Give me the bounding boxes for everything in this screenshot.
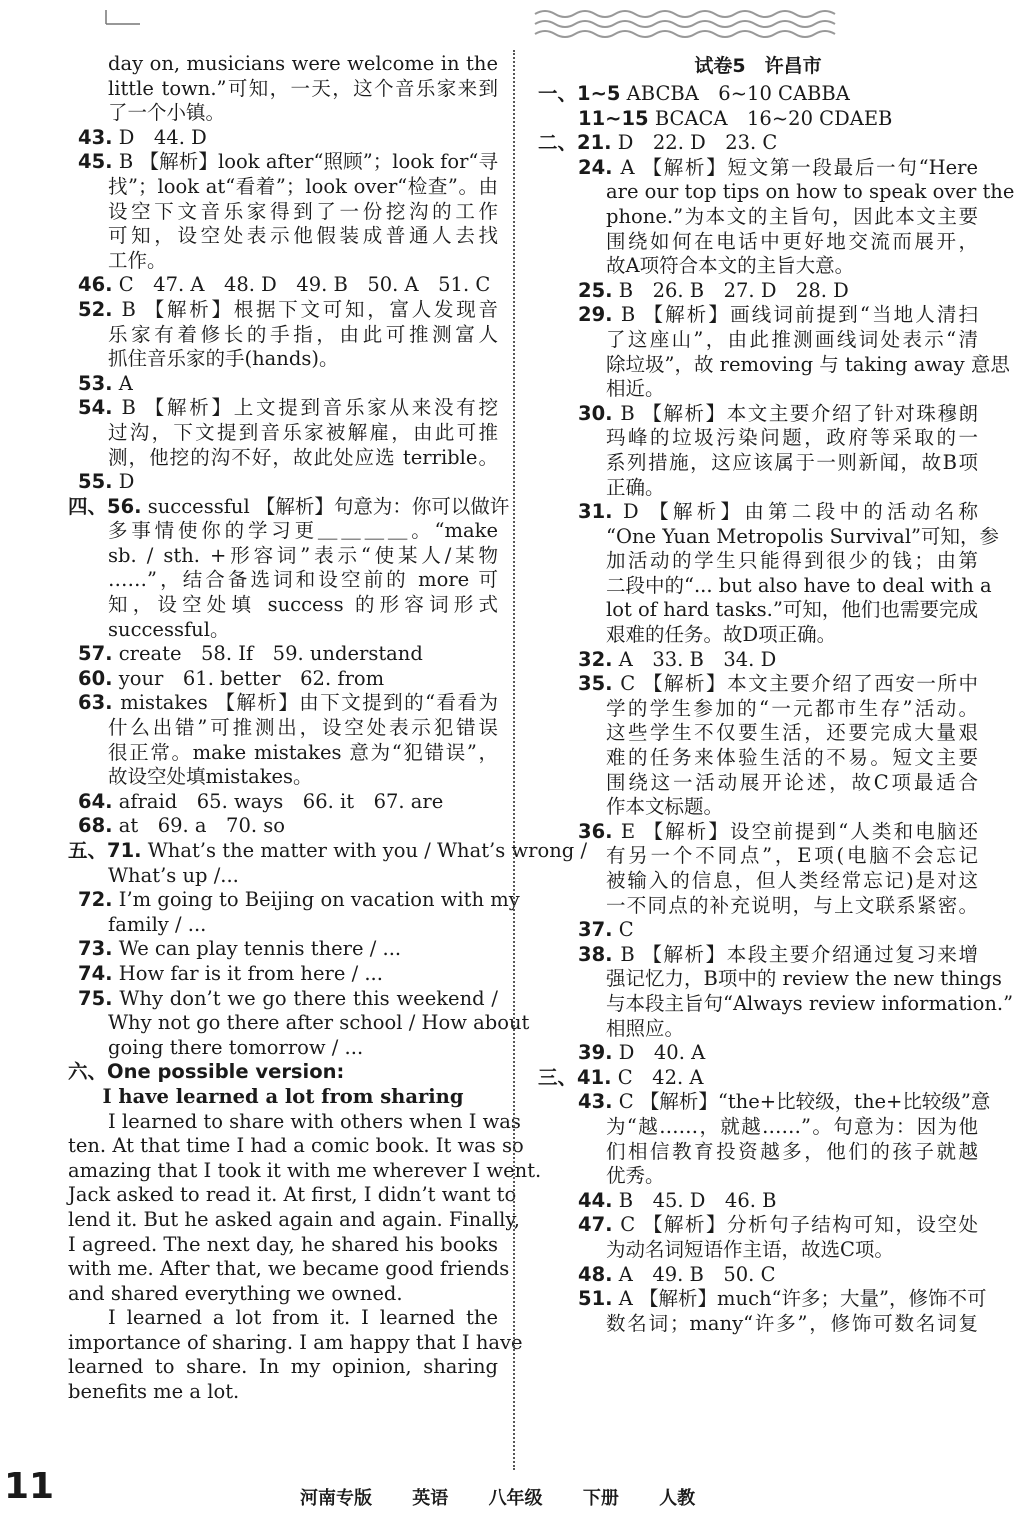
right-column-line: 玛峰的垃圾污染问题，政府等采取的一 bbox=[606, 426, 978, 450]
right-column-line: 了这座山”，由此推测画线词处表示“清 bbox=[606, 327, 978, 351]
left-column-line: 43. D 44. D bbox=[78, 125, 207, 149]
left-column-line: I learned a lot from it. I learned the bbox=[108, 1306, 498, 1330]
left-column-line: Jack asked to read it. At first, I didn’t want to bbox=[68, 1183, 517, 1207]
right-column-line: 相照应。 bbox=[606, 1016, 685, 1040]
right-column-line: 作本文标题。 bbox=[606, 795, 724, 819]
left-column-line: 多事情使你的学习更＿＿＿＿。“make bbox=[108, 519, 498, 543]
left-column-line: 了一个小镇。 bbox=[108, 101, 226, 125]
right-column-line: 围绕如何在电话中更好地交流而展开， bbox=[606, 229, 978, 253]
left-column-line: 故设空处填mistakes。 bbox=[108, 765, 313, 789]
left-column-line: benefits me a lot. bbox=[68, 1380, 240, 1404]
left-column-line: 54. B 【解析】上文提到音乐家从来没有挖 bbox=[78, 396, 498, 420]
left-column-line: sb. / sth. +形容词”表示“使某人/某物 bbox=[108, 543, 498, 567]
left-column-line: 设空下文音乐家得到了一份挖沟的工作 bbox=[108, 199, 498, 223]
left-column-line: day on, musicians were welcome in the bbox=[108, 52, 498, 75]
right-column-line: phone.”为本文的主旨句，因此本文主要 bbox=[606, 204, 978, 228]
left-column-line: 52. B 【解析】根据下文可知，富人发现音 bbox=[78, 297, 498, 321]
left-column-line: family / ... bbox=[108, 912, 207, 936]
right-column-line: 与本段主旨句“Always review information.” bbox=[606, 991, 1014, 1015]
footer-publisher: 人教 bbox=[659, 1488, 696, 1509]
right-column-line: lot of hard tasks.”可知，他们也需要完成 bbox=[606, 598, 978, 622]
right-column-line: 25. B 26. B 27. D 28. D bbox=[578, 278, 849, 302]
right-column-line: 31. D 【解析】由第二段中的活动名称 bbox=[578, 500, 978, 524]
left-column-line: 74. How far is it from here / ... bbox=[78, 961, 383, 985]
right-column-line: 强记忆力，B项中的 review the new things bbox=[606, 967, 1002, 991]
left-column-line: 57. create 58. If 59. understand bbox=[78, 642, 423, 666]
right-column-line: 这些学生不仅要生活，还要完成大量艰 bbox=[606, 721, 978, 745]
left-column-line: I learned to share with others when I was bbox=[108, 1109, 521, 1133]
right-column-line: 43. C 【解析】“the+比较级，the+比较级”意 bbox=[578, 1090, 991, 1114]
left-column-line: 过沟，下文提到音乐家被解雇，由此可推 bbox=[108, 420, 498, 444]
right-column bbox=[538, 52, 1014, 1336]
left-column-line: 五、71. What’s the matter with you / What’s wrong / bbox=[68, 839, 588, 862]
left-column-line: 64. afraid 65. ways 66. it 67. are bbox=[78, 789, 444, 813]
right-column-line: 故A项符合本文的主旨大意。 bbox=[606, 254, 855, 278]
left-column-line: amazing that I took it with me wherever I went. bbox=[68, 1158, 542, 1182]
right-column-line: 一不同点的补充说明，与上文联系紧密。 bbox=[606, 893, 978, 917]
right-column-line: 29. B 【解析】画线词前提到“当地人清扫 bbox=[578, 303, 978, 327]
right-column-line: 51. A 【解析】much“许多；大量”，修饰不可 bbox=[578, 1287, 987, 1311]
left-column-line: 乐家有着修长的手指，由此可推测富人 bbox=[108, 322, 498, 346]
right-column-line: 一、1~5 ABCBA 6~10 CABBA bbox=[538, 82, 850, 105]
footer bbox=[300, 1484, 719, 1510]
right-column-lines bbox=[538, 82, 1014, 1336]
left-column-line: Why not go there after school / How about bbox=[108, 1011, 530, 1035]
right-column-line: 为“越……，就越……”。句意为：因为他 bbox=[606, 1114, 978, 1138]
right-column-line: 三、41. C 42. A bbox=[538, 1065, 704, 1089]
right-column-line: 们相信教育投资越多，他们的孩子就越 bbox=[606, 1139, 978, 1163]
right-column-line: 24. A 【解析】短文第一段最后一句“Here bbox=[578, 155, 978, 179]
right-column-line: 37. C bbox=[578, 918, 634, 942]
left-column-line: What’s up /... bbox=[108, 863, 239, 887]
left-column-line: I agreed. The next day, he shared his books bbox=[68, 1232, 498, 1256]
right-column-line: 被输入的信息，但人类经常忘记)是对这 bbox=[606, 869, 978, 892]
right-column-line: 32. A 33. B 34. D bbox=[578, 647, 777, 671]
right-column-line: 38. B 【解析】本段主要介绍通过复习来增 bbox=[578, 942, 978, 966]
right-column-line: 正确。 bbox=[606, 475, 665, 499]
paper-title: 试卷5 许昌市 bbox=[694, 55, 822, 77]
right-column-line: 47. C 【解析】分析句子结构可知，设空处 bbox=[578, 1213, 978, 1237]
left-column-line: going there tomorrow / ... bbox=[108, 1035, 364, 1059]
left-column-line: 63. mistakes 【解析】由下文提到的“看看为 bbox=[78, 691, 498, 715]
left-column-line: 什么出错”可推测出，设空处表示犯错误 bbox=[108, 716, 498, 740]
right-column-line: 优秀。 bbox=[606, 1164, 665, 1188]
left-column-line: importance of sharing. I am happy that I have bbox=[68, 1330, 523, 1354]
right-column-line: 44. B 45. D 46. B bbox=[578, 1188, 777, 1212]
left-column-line: 53. A bbox=[78, 371, 133, 395]
right-column-line: 30. B 【解析】本文主要介绍了针对珠穆朗 bbox=[578, 401, 978, 425]
left-column-line: little town.”可知，一天，这个音乐家来到 bbox=[108, 76, 498, 100]
right-column-line: 为动名词短语作主语，故选C项。 bbox=[606, 1237, 894, 1261]
left-column-line: 四、56. successful 【解析】句意为：你可以做许 bbox=[68, 494, 510, 518]
footer-grade: 八年级 bbox=[488, 1488, 543, 1509]
right-column-line: 难的任务来体验生活的不易。短文主要 bbox=[606, 746, 978, 770]
left-column-line: 知，设空处填 success 的形容词形式 bbox=[108, 593, 498, 617]
right-column-line: 36. E 【解析】设空前提到“人类和电脑还 bbox=[578, 819, 978, 843]
right-column-line: 39. D 40. A bbox=[578, 1041, 706, 1065]
left-column-line: ……”，结合备选词和设空前的 more 可 bbox=[108, 568, 498, 592]
left-column-line: 75. Why don’t we go there this weekend / bbox=[78, 986, 498, 1010]
left-column-line: 45. B 【解析】look after“照顾”；look for“寻 bbox=[78, 150, 498, 174]
right-column-line: 数名词；many“许多”，修饰可数名词复 bbox=[606, 1311, 978, 1335]
footer-subject: 英语 bbox=[412, 1488, 449, 1509]
left-column-line: 工作。 bbox=[108, 248, 167, 272]
right-column-line: 加活动的学生只能得到很少的钱；由第 bbox=[606, 549, 978, 573]
right-column-line: 除垃圾”，故 removing 与 taking away 意思 bbox=[606, 352, 1010, 376]
right-column-line: 二、21. D 22. D 23. C bbox=[538, 131, 778, 155]
left-column-line: 测，他挖的沟不好，故此处应选 terrible。 bbox=[108, 445, 498, 469]
right-column-line: 学的学生参加的“一元都市生存”活动。 bbox=[606, 696, 978, 720]
right-column-line: 围绕这一活动展开论述，故C项最适合 bbox=[606, 770, 978, 794]
left-column-line: 六、One possible version: bbox=[68, 1060, 345, 1084]
footer-edition: 河南专版 bbox=[300, 1488, 372, 1509]
right-column-line: 二段中的“... but also have to deal with a bbox=[606, 573, 992, 597]
left-column-line: 找”；look at“看着”；look over“检查”。由 bbox=[108, 174, 498, 198]
left-column-line: lend it. But he asked again and again. Finally, bbox=[68, 1207, 520, 1231]
column-divider bbox=[513, 50, 515, 1470]
right-column-line: 48. A 49. B 50. C bbox=[578, 1262, 776, 1286]
wavy-header-decoration-icon bbox=[535, 4, 855, 40]
right-column-line: 系列措施，这应该属于一则新闻，故B项 bbox=[606, 450, 978, 474]
footer-volume: 下册 bbox=[582, 1488, 619, 1509]
left-column-line: 抓住音乐家的手(hands)。 bbox=[108, 347, 339, 371]
right-column-line: 艰难的任务。故D项正确。 bbox=[606, 623, 837, 647]
corner-mark-icon bbox=[104, 8, 144, 28]
page-number: 11 bbox=[4, 1466, 55, 1507]
left-column-line: 68. at 69. a 70. so bbox=[78, 814, 286, 838]
right-column-line: 相近。 bbox=[606, 377, 665, 401]
left-column-line: learned to share. In my opinion, sharing bbox=[68, 1355, 498, 1379]
left-column-line: successful。 bbox=[108, 617, 230, 641]
left-column-line: 55. D bbox=[78, 470, 135, 494]
left-column-line: 60. your 61. better 62. from bbox=[78, 666, 385, 690]
left-column-line: 很正常。make mistakes 意为“犯错误”， bbox=[108, 740, 498, 764]
left-column-line: 72. I’m going to Beijing on vacation with my bbox=[78, 888, 520, 912]
left-column bbox=[68, 52, 588, 1405]
left-column-line: I have learned a lot from sharing bbox=[102, 1084, 464, 1108]
left-column-line: 可知，设空处表示他假装成普通人去找 bbox=[108, 224, 498, 248]
left-column-line: 73. We can play tennis there / ... bbox=[78, 937, 402, 961]
left-column-line: and shared everything we owned. bbox=[68, 1281, 403, 1305]
right-column-line: are our top tips on how to speak over the bbox=[606, 180, 1014, 204]
right-column-line: 35. C 【解析】本文主要介绍了西安一所中 bbox=[578, 672, 978, 696]
right-column-line: “One Yuan Metropolis Survival”可知，参 bbox=[606, 524, 1000, 548]
left-column-line: with me. After that, we became good friends bbox=[68, 1257, 510, 1281]
right-column-line: 有另一个不同点”，E项(电脑不会忘记 bbox=[606, 844, 978, 868]
right-column-line: 11~15 BCACA 16~20 CDAEB bbox=[578, 106, 893, 130]
left-column-line: 46. C 47. A 48. D 49. B 50. A 51. C bbox=[78, 273, 491, 297]
left-column-line: ten. At that time I had a comic book. It was so bbox=[68, 1134, 524, 1158]
